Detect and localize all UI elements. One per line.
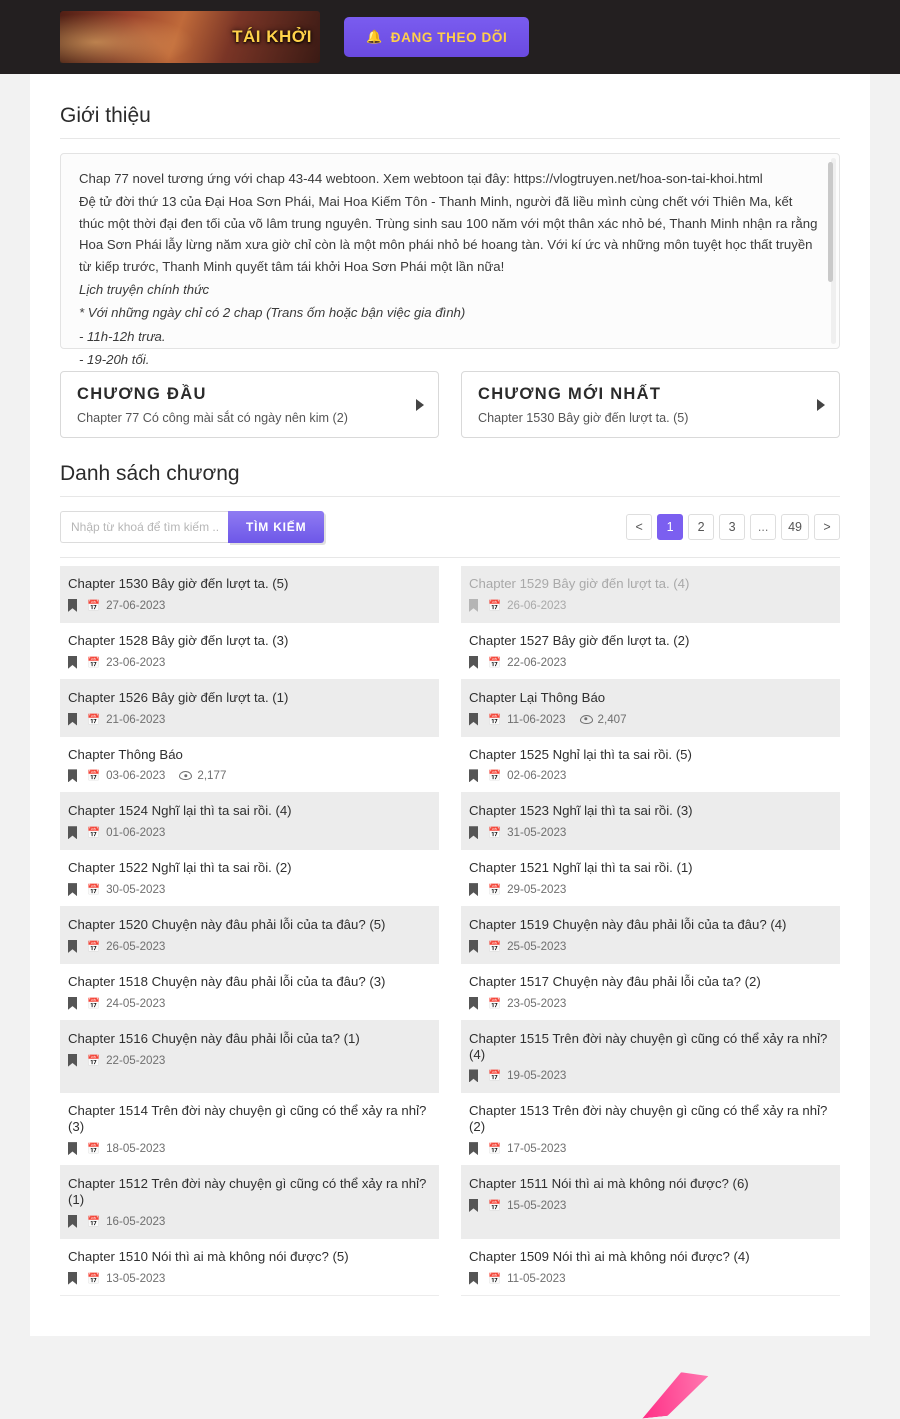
schedule-time-2: - 19-20h tối. <box>79 352 150 367</box>
chapter-date: 27-06-2023 <box>106 598 166 612</box>
chapter-name: Chapter 1520 Chuyện này đâu phải lỗi của ta đâu? (5) <box>68 917 386 933</box>
first-chapter-subtitle: Chapter 77 Có công mài sắt có ngày nên kim (2) <box>77 411 348 425</box>
calendar-icon: 📅 <box>87 713 101 726</box>
pagination-ellipsis: ... <box>750 514 776 540</box>
eye-icon <box>179 771 192 780</box>
chapter-meta <box>68 713 431 726</box>
first-chapter-box[interactable] <box>60 371 439 438</box>
calendar-icon: 📅 <box>488 1272 502 1285</box>
bookmark-icon[interactable] <box>68 656 77 669</box>
chapter-date: 26-06-2023 <box>507 598 567 612</box>
bookmark-icon[interactable] <box>469 826 478 839</box>
chapter-meta <box>68 997 431 1010</box>
calendar-icon: 📅 <box>488 997 502 1010</box>
chapter-meta <box>469 1069 832 1082</box>
chapter-meta <box>68 1054 431 1067</box>
chapter-list-item[interactable] <box>60 566 439 623</box>
chapter-name: Chapter 1510 Nói thì ai mà không nói được? (5) <box>68 1248 349 1264</box>
bookmark-icon[interactable] <box>469 713 478 726</box>
chapter-name: Chapter 1528 Bây giờ đến lượt ta. (3) <box>68 632 289 648</box>
chapter-name: Chapter 1522 Nghĩ lại thì ta sai rồi. (2) <box>68 860 292 876</box>
calendar-icon: 📅 <box>488 1070 502 1083</box>
chapter-meta <box>469 1272 832 1285</box>
series-cover-image <box>60 11 320 63</box>
calendar-icon: 📅 <box>87 770 101 783</box>
chapter-name: Chapter 1523 Nghĩ lại thì ta sai rồi. (3) <box>469 803 693 819</box>
latest-chapter-title: CHƯƠNG MỚI NHẤT <box>478 385 662 403</box>
chapter-name: Chapter 1519 Chuyện này đâu phải lỗi của ta đâu? (4) <box>469 917 787 933</box>
bookmark-icon[interactable] <box>469 1069 478 1082</box>
chapter-name: Chapter 1515 Trên đời này chuyện gì cũng có thể xảy ra nhỉ? (4) <box>469 1030 828 1062</box>
bookmark-icon[interactable] <box>68 599 77 612</box>
latest-chapter-box[interactable] <box>461 371 840 438</box>
chapter-meta <box>469 940 832 953</box>
chapter-meta <box>469 997 832 1010</box>
bookmark-icon[interactable] <box>68 1054 77 1067</box>
bookmark-icon[interactable] <box>469 769 478 782</box>
calendar-icon: 📅 <box>488 1199 502 1212</box>
chapter-name: Chapter 1525 Nghỉ lại thì ta sai rồi. (5) <box>469 746 692 762</box>
bookmark-icon[interactable] <box>469 1199 478 1212</box>
pagination <box>626 514 840 540</box>
chapter-meta <box>469 826 832 839</box>
pagination-next[interactable]: > <box>814 514 840 540</box>
chapter-list-item[interactable] <box>461 964 840 1021</box>
chapter-list-item[interactable] <box>60 850 439 907</box>
chapter-meta <box>68 883 431 896</box>
intro-heading: Giới thiệu <box>60 104 840 139</box>
bookmark-icon[interactable] <box>68 997 77 1010</box>
chapter-date: 17-05-2023 <box>507 1142 567 1156</box>
chapter-name: Chapter 1524 Nghĩ lại thì ta sai rồi. (4) <box>68 803 292 819</box>
bookmark-icon[interactable] <box>469 940 478 953</box>
bookmark-icon[interactable] <box>469 1142 478 1155</box>
bookmark-icon[interactable] <box>469 997 478 1010</box>
chapter-name: Chapter 1530 Bây giờ đến lượt ta. (5) <box>68 576 289 591</box>
chapter-meta <box>68 656 431 669</box>
calendar-icon: 📅 <box>488 827 502 840</box>
calendar-icon: 📅 <box>87 1272 101 1285</box>
chapter-list-item[interactable] <box>461 1166 840 1239</box>
chapter-name: Chapter 1509 Nói thì ai mà không nói được? (4) <box>469 1248 750 1264</box>
chevron-right-icon <box>416 399 424 411</box>
chapter-date: 22-06-2023 <box>507 655 567 669</box>
calendar-icon: 📅 <box>488 1143 502 1156</box>
chapter-meta <box>68 1142 431 1155</box>
calendar-icon: 📅 <box>488 656 502 669</box>
chapter-list-item[interactable] <box>60 737 439 794</box>
series-header-bar <box>0 0 900 74</box>
intro-line-2: Đệ tử đời thứ 13 của Đại Hoa Sơn Phái, Mai Hoa Kiếm Tôn - Thanh Minh, người đã liều mình cùng chết với Thiên Ma, kết thúc một thời đại đen tối của võ lâm trung nguyên. Trùng sinh sau 100 năm với một thân xác nhỏ bé, Thanh Minh nhận ra rằng Hoa Sơn Phái lẫy lừng năm xưa giờ chỉ còn là một môn phái nhỏ bé hoang tàn. Với kí ức và những môn tuyệt học thất truyền từ kiếp trước, Thanh Minh quyết tâm tái khởi Hoa Sơn Phái một lần nữa! <box>79 194 818 274</box>
chapter-date: 30-05-2023 <box>106 883 166 897</box>
eye-icon <box>580 715 593 724</box>
chapter-list-item[interactable] <box>60 793 439 850</box>
bookmark-icon[interactable] <box>68 1272 77 1285</box>
bookmark-icon[interactable] <box>68 713 77 726</box>
calendar-icon: 📅 <box>488 940 502 953</box>
follow-button-label: ĐANG THEO DÕI <box>390 29 508 45</box>
chapter-date: 01-06-2023 <box>106 826 166 840</box>
calendar-icon: 📅 <box>488 713 502 726</box>
chapter-name: Chapter Lại Thông Báo <box>469 689 606 705</box>
chapter-date: 29-05-2023 <box>507 883 567 897</box>
bookmark-icon[interactable] <box>469 1272 478 1285</box>
chapter-list <box>60 566 840 1296</box>
pagination-prev[interactable]: < <box>626 514 652 540</box>
chapter-list-item[interactable] <box>60 907 439 964</box>
description-scrollbar-track[interactable] <box>831 158 836 344</box>
calendar-icon: 📅 <box>87 827 101 840</box>
chapter-meta <box>469 769 832 782</box>
bookmark-icon[interactable] <box>469 656 478 669</box>
schedule-heading: Lịch truyện chính thức <box>79 281 210 297</box>
chapter-name: Chapter 1516 Chuyện này đâu phải lỗi của ta? (1) <box>68 1030 360 1046</box>
chapter-date: 26-05-2023 <box>106 939 166 953</box>
chapter-date: 24-05-2023 <box>106 996 166 1010</box>
chapter-date: 23-05-2023 <box>507 996 567 1010</box>
calendar-icon: 📅 <box>87 1143 101 1156</box>
chapter-view-count: 2,407 <box>597 712 627 726</box>
chapter-date: 02-06-2023 <box>507 769 567 783</box>
chapter-list-item[interactable] <box>461 566 840 623</box>
chapter-meta <box>68 1272 431 1285</box>
chapter-name: Chapter 1529 Bây giờ đến lượt ta. (4) <box>469 576 690 591</box>
swoosh-graphic <box>638 1369 712 1418</box>
chapter-date: 22-05-2023 <box>106 1053 166 1067</box>
chapter-name: Chapter 1513 Trên đời này chuyện gì cũng có thể xảy ra nhỉ? (2) <box>469 1103 828 1135</box>
description-box[interactable] <box>60 153 840 367</box>
chapter-search-button[interactable]: TÌM KIẾM <box>228 511 324 543</box>
chapter-list-item[interactable] <box>461 1093 840 1166</box>
chapter-meta <box>68 1215 431 1228</box>
chapter-meta <box>469 1199 832 1212</box>
chapter-list-item[interactable] <box>461 623 840 680</box>
latest-chapter-subtitle: Chapter 1530 Bây giờ đến lượt ta. (5) <box>478 411 689 425</box>
bookmark-icon[interactable] <box>469 599 478 612</box>
pagination-page-3[interactable]: 3 <box>719 514 745 540</box>
chapter-list-item[interactable] <box>60 1166 439 1239</box>
chapter-date: 18-05-2023 <box>106 1142 166 1156</box>
pagination-page-49[interactable]: 49 <box>781 514 809 540</box>
chapter-list-item[interactable] <box>60 1239 439 1296</box>
chapter-meta <box>68 826 431 839</box>
bookmark-icon[interactable] <box>68 1215 77 1228</box>
chapter-views <box>179 769 226 782</box>
chapter-list-item[interactable] <box>60 964 439 1021</box>
description-scrollbar-thumb[interactable] <box>828 162 833 282</box>
chapter-date: 31-05-2023 <box>507 826 567 840</box>
chapter-date: 15-05-2023 <box>507 1198 567 1212</box>
schedule-note: * Với những ngày chỉ có 2 chap (Trans ốm hoặc bận việc gia đình) <box>79 305 466 321</box>
pagination-page-1[interactable]: 1 <box>657 514 683 540</box>
chapter-meta <box>469 713 832 726</box>
chapter-list-item[interactable] <box>60 623 439 680</box>
calendar-icon: 📅 <box>87 1215 101 1228</box>
chapter-meta <box>68 599 431 612</box>
calendar-icon: 📅 <box>488 599 502 612</box>
calendar-icon: 📅 <box>87 656 101 669</box>
chapter-tools-row <box>60 511 840 558</box>
main-content <box>30 74 870 1336</box>
first-chapter-title: CHƯƠNG ĐẦU <box>77 385 207 403</box>
bell-icon: 🔔 <box>366 29 383 44</box>
chapter-meta <box>68 940 431 953</box>
chapter-list-heading: Danh sách chương <box>60 462 840 497</box>
chapter-name: Chapter 1518 Chuyện này đâu phải lỗi của ta đâu? (3) <box>68 973 386 989</box>
schedule-time-1: - 11h-12h trưa. <box>79 328 166 344</box>
chapter-list-item[interactable] <box>461 1239 840 1296</box>
chapter-list-item[interactable] <box>461 1021 840 1094</box>
chapter-meta <box>469 1142 832 1155</box>
chapter-list-item[interactable] <box>60 1093 439 1166</box>
cover-title-text: TÁI KHỞI <box>232 27 312 46</box>
chapter-name: Chapter 1512 Trên đời này chuyện gì cũng có thể xảy ra nhỉ? (1) <box>68 1176 427 1207</box>
chapter-list-item[interactable] <box>461 737 840 794</box>
chapter-list-item[interactable] <box>60 680 439 737</box>
chapter-list-item[interactable] <box>461 850 840 907</box>
chapter-date: 11-06-2023 <box>507 712 566 726</box>
chapter-meta <box>469 883 832 896</box>
chapter-search-input[interactable] <box>60 511 228 543</box>
chapter-search <box>60 511 324 543</box>
bookmark-icon[interactable] <box>68 826 77 839</box>
chapter-date: 11-05-2023 <box>507 1271 566 1285</box>
chapter-date: 19-05-2023 <box>507 1069 567 1083</box>
chapter-date: 03-06-2023 <box>106 769 166 783</box>
chapter-meta <box>469 599 832 612</box>
bookmark-icon[interactable] <box>68 769 77 782</box>
chapter-views <box>580 713 627 726</box>
chapter-name: Chapter 1511 Nói thì ai mà không nói được? (6) <box>469 1176 749 1192</box>
chapter-name: Chapter 1526 Bây giờ đến lượt ta. (1) <box>68 689 289 705</box>
chapter-name: Chapter 1527 Bây giờ đến lượt ta. (2) <box>469 632 690 648</box>
chapter-name: Chapter 1517 Chuyện này đâu phải lỗi của ta? (2) <box>469 973 761 989</box>
chapter-list-item[interactable] <box>60 1021 439 1094</box>
chapter-nav-row <box>60 371 840 438</box>
chapter-name: Chapter 1514 Trên đời này chuyện gì cũng có thể xảy ra nhỉ? (3) <box>68 1103 427 1135</box>
bookmark-icon[interactable] <box>68 940 77 953</box>
chapter-date: 21-06-2023 <box>106 712 166 726</box>
intro-line-1: Chap 77 novel tương ứng với chap 43-44 webtoon. Xem webtoon tại đây: https://vlogtruyen.net/hoa-son-tai-khoi.html <box>79 171 763 186</box>
chapter-name: Chapter 1521 Nghĩ lại thì ta sai rồi. (1) <box>469 860 693 876</box>
calendar-icon: 📅 <box>488 884 502 897</box>
chapter-date: 25-05-2023 <box>507 939 567 953</box>
chapter-list-item[interactable] <box>461 680 840 737</box>
calendar-icon: 📅 <box>87 599 101 612</box>
pagination-page-2[interactable]: 2 <box>688 514 714 540</box>
chevron-right-icon <box>817 399 825 411</box>
chapter-meta <box>68 769 431 782</box>
follow-button[interactable] <box>344 17 529 57</box>
chapter-name: Chapter Thông Báo <box>68 746 183 762</box>
chapter-list-item[interactable] <box>461 793 840 850</box>
bookmark-icon[interactable] <box>68 883 77 896</box>
chapter-view-count: 2,177 <box>197 769 227 783</box>
calendar-icon: 📅 <box>87 940 101 953</box>
bookmark-icon[interactable] <box>469 883 478 896</box>
chapter-date: 13-05-2023 <box>106 1271 166 1285</box>
chapter-date: 23-06-2023 <box>106 655 166 669</box>
calendar-icon: 📅 <box>488 770 502 783</box>
calendar-icon: 📅 <box>87 1054 101 1067</box>
calendar-icon: 📅 <box>87 997 101 1010</box>
calendar-icon: 📅 <box>87 884 101 897</box>
chapter-list-item[interactable] <box>461 907 840 964</box>
bookmark-icon[interactable] <box>68 1142 77 1155</box>
chapter-date: 16-05-2023 <box>106 1214 166 1228</box>
footer-decoration <box>0 1339 900 1409</box>
chapter-meta <box>469 656 832 669</box>
